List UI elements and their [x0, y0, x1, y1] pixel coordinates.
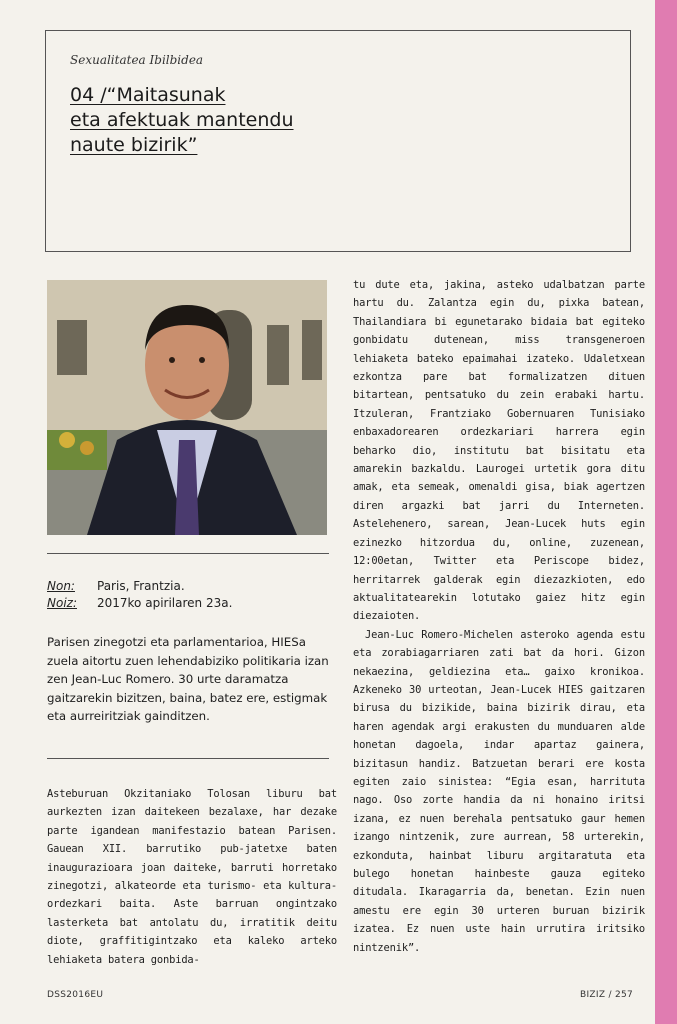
body-paragraph: Jean-Luc Romero-Michelen asteroko agenda estu eta zorabiagarriaren zati bat da hori. Gizon nekaezina, geldiezina eta… gaixo kronikoa. Azkeneko 30 urteotan, Jean-Lucek HIES gaitzaren birusa du bizikide, baina bizirik dirau, eta haren agendak argi erakusten du munduaren alde honetan dagoela, indar apartaz gainera, bizitasun handiz. Batzuetan berari ere kosta egiten zaio sinistea: “Egia esan, harrituta nago. Oso zorte handia da ni honaino iritsi izana, ez nuen berehala pentsatuko gaur hemen izango nintzenik, zure aurrean, 58 urterekin, ezkonduta, hainbat liburu argitaratuta eta bulego honetan hainbeste gauza egiteko ditudala. Ikaragarria da, benetan. Ezin nuen amestu ere egin 30 urteren buruan bizirik izatea. Ez nuen uste hain urrutira iritsiko nintzenik”.: [353, 628, 645, 954]
title-line-1: 04 /“Maitasunak: [70, 84, 226, 106]
portrait-illustration: [47, 280, 327, 535]
body-right-column: [353, 276, 645, 957]
body-paragraph: Asteburuan Okzitaniako Tolosan liburu bat aurkezten izan daitekeen bezalaxe, har dezake parte igandean manifestazio batean Parisen. Gauean XII. barrutiko pub-jatetxe baten inaugurazioara joan daiteke, barruti horretako zinegotzi, alkateorde eta turismo- eta kultura-ordezkari baita. Aste barruan ongintzako lasterketa bat antolatu du, irratitik deitu diote, graffitigintzako eta kaleko arteko lehiaketa batera gonbida-: [47, 788, 337, 966]
section-label: Sexualitatea Ibilbidea: [70, 53, 204, 67]
intro-paragraph: Parisen zinegotzi eta parlamentarioa, HIESa zuela aitortu zuen lehendabiziko politikaria izan zen Jean-Luc Romero. 30 urte daramatza gaitzarekin bizitzen, baina, batez ere, estigmak eta aurreiritziak gainditzen.: [47, 635, 329, 723]
footer-code: DSS2016EU: [47, 990, 104, 1000]
body-left-column: [47, 785, 337, 969]
facts-row-where: [47, 578, 337, 595]
pink-edge-strip: [655, 0, 677, 1024]
page-number: BIZIZ / 257: [580, 990, 634, 1000]
when-value: 2017ko apirilaren 23a.: [97, 596, 233, 610]
facts-block: [47, 578, 337, 612]
when-label: Noiz:: [47, 596, 77, 610]
portrait-photo: [47, 280, 327, 535]
intro-bottom-rule: [47, 758, 329, 759]
title-line-2: eta afektuak mantendu: [70, 109, 294, 131]
facts-top-rule: [47, 553, 329, 554]
article-title: [70, 83, 370, 158]
title-line-3: naute bizirik”: [70, 134, 198, 156]
header-box: [45, 30, 631, 252]
where-label: Non:: [47, 579, 75, 593]
facts-row-when: [47, 595, 337, 612]
where-value: Paris, Frantzia.: [97, 579, 185, 593]
body-paragraph: tu dute eta, jakina, asteko udalbatzan parte hartu du. Zalantza egin du, pixka batean, Thailandiara bi egunetarako bidaia bat egiteko gonbidatu dutenean, miss transgeneroen lehiaketa bateko epaimahai izateko. Udaletxean ezkontza pare bat formalizatzen dituen bitartean, pentsatuko du zein erabaki hartu. Itzuleran, Frantziako Gobernuaren Tunisiako enbaxadorearen ordezkariari harrera egin beharko dio, institutu bat bisitatu eta amarekin bazkaldu. Laurogei urtetik gora ditu amak, eta semeak, omenaldi gisa, biak agertzen diren argazki bat jarri du Interneten. Astelehenero, sarean, Jean-Lucek huts egin ezinezko hitzordua du, online, zuzenean, 12:00etan, Twitter eta Periscope bidez, herritarrek galderak egin diezazkioten, edo aktualitatearekin lotutako gaiez hitz egin diezaioten.: [353, 279, 645, 623]
